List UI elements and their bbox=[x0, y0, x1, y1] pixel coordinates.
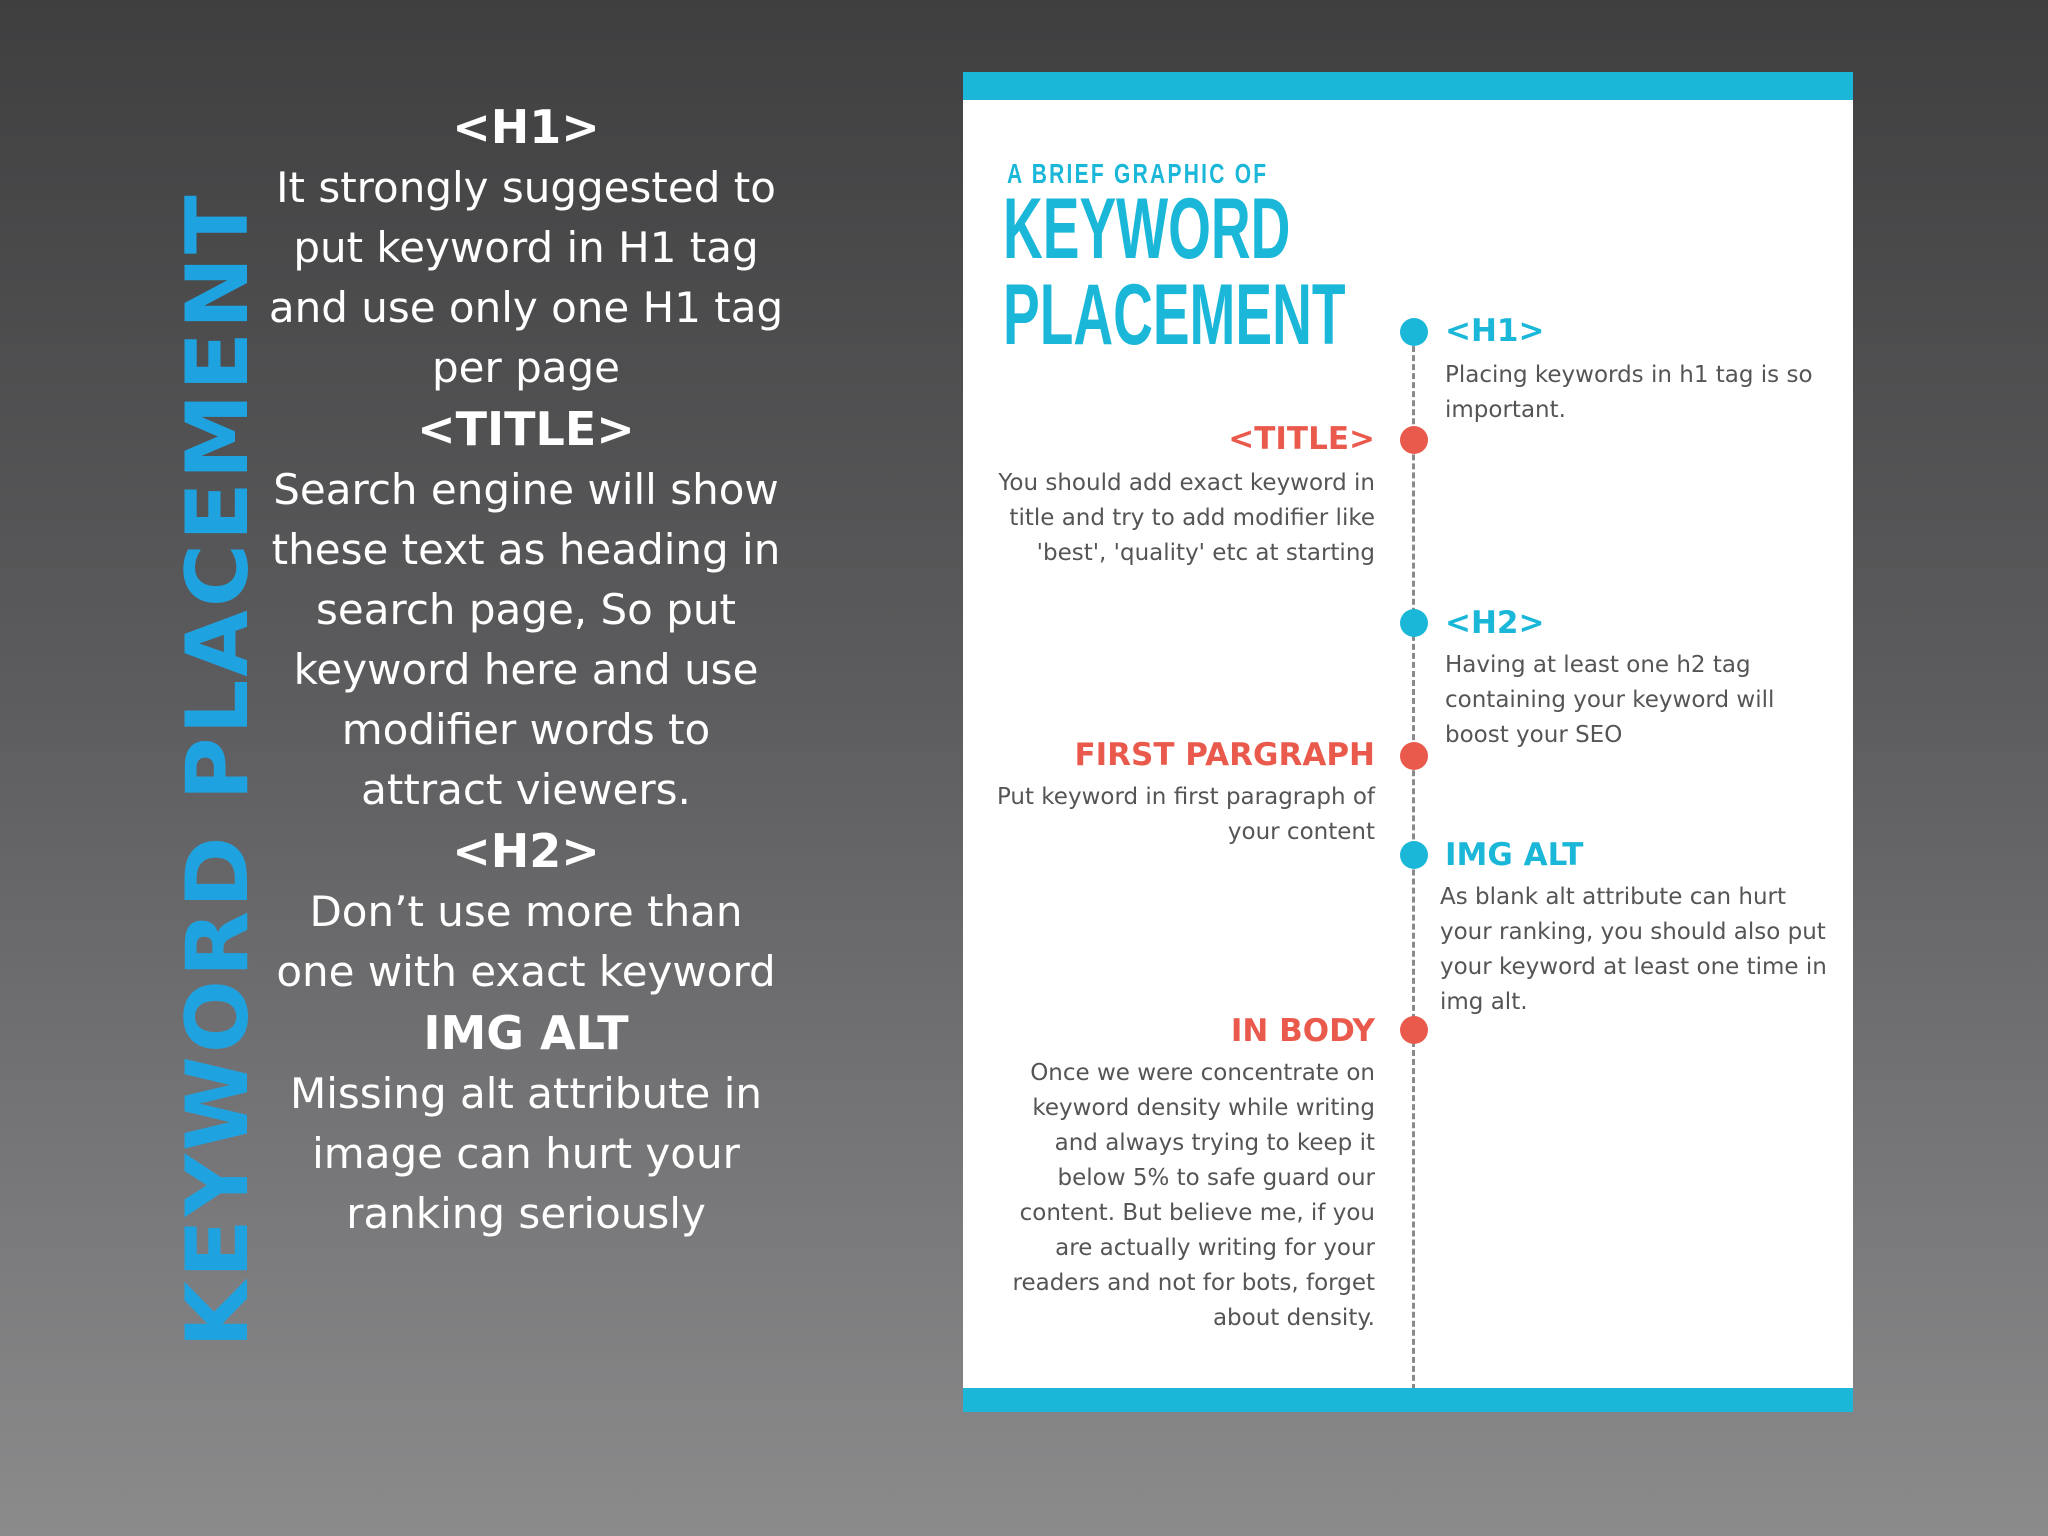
timeline-body-first-paragraph: Put keyword in first paragraph of your content bbox=[996, 784, 1375, 845]
timeline-dot-in-body bbox=[1400, 1016, 1428, 1044]
infographic-title-line1: KEYWORD bbox=[1003, 181, 1291, 277]
infographic-kicker: A BRIEF GRAPHIC OF bbox=[1007, 158, 1269, 189]
timeline-dot-title bbox=[1400, 426, 1428, 454]
timeline-dot-first-paragraph bbox=[1400, 742, 1428, 770]
timeline-heading-h1: <H1> bbox=[1445, 313, 1545, 349]
left-text-column bbox=[266, 96, 786, 1244]
timeline-body-h1: Placing keywords in h1 tag is so important. bbox=[1445, 362, 1813, 423]
timeline-heading-img-alt: IMG ALT bbox=[1445, 837, 1584, 873]
section-heading-img-alt: IMG ALT bbox=[423, 1006, 629, 1060]
timeline-body-h2: Having at least one h2 tag containing your keyword will boost your SEO bbox=[1445, 652, 1775, 748]
infographic-card bbox=[963, 72, 1853, 1412]
section-body-h1: It strongly suggested to put keyword in H1 tag and use only one H1 tag per page bbox=[268, 163, 784, 392]
card-top-bar bbox=[963, 72, 1853, 100]
section-heading-h1: <H1> bbox=[452, 100, 600, 154]
slide-title: KEYWORD PLACEMENT bbox=[168, 192, 268, 1348]
timeline-body-title: You should add exact keyword in title and try to add modifier like 'best', 'quality' etc at starting bbox=[998, 470, 1375, 566]
timeline-dot-h1 bbox=[1400, 318, 1428, 346]
timeline-dot-h2 bbox=[1400, 609, 1428, 637]
timeline-body-img-alt: As blank alt attribute can hurt your ranking, you should also put your keyword at least one time in img alt. bbox=[1440, 884, 1827, 1015]
section-heading-title: <TITLE> bbox=[417, 402, 635, 456]
timeline-heading-in-body: IN BODY bbox=[1230, 1013, 1375, 1049]
section-heading-h2: <H2> bbox=[452, 824, 600, 878]
infographic-title-line2: PLACEMENT bbox=[1003, 267, 1346, 363]
section-body-h2: Don’t use more than one with exact keyword bbox=[276, 887, 776, 996]
timeline-heading-title: <TITLE> bbox=[1228, 421, 1375, 457]
timeline-heading-h2: <H2> bbox=[1445, 605, 1545, 641]
section-body-img-alt: Missing alt attribute in image can hurt your ranking seriously bbox=[289, 1069, 763, 1238]
timeline-dot-img-alt bbox=[1400, 841, 1428, 869]
section-body-title: Search engine will show these text as heading in search page, So put keyword here and use modifier words to attract viewers. bbox=[271, 465, 781, 814]
card-bottom-bar bbox=[963, 1388, 1853, 1412]
timeline-heading-first-paragraph: FIRST PARGRAPH bbox=[1074, 737, 1375, 773]
timeline-body-in-body: Once we were concentrate on keyword density while writing and always trying to keep it below 5% to safe guard our content. But believe me, if you are actually writing for your readers and not for bots, forget about density. bbox=[1012, 1060, 1375, 1331]
